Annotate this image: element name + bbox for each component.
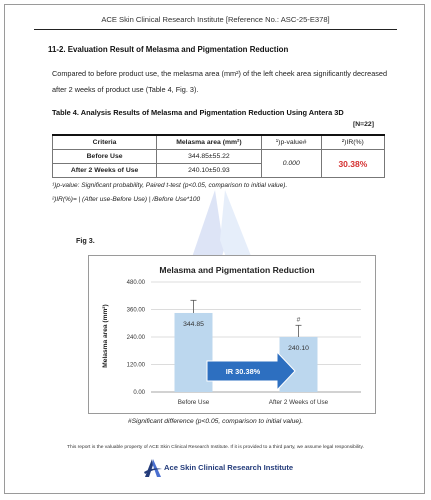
- y-axis-label: Melasma area (mm²): [102, 304, 109, 368]
- p-value-cell: 0.000: [261, 150, 321, 178]
- y-tick-label: 120.00: [126, 362, 145, 369]
- chart-title: Melasma and Pigmentation Reduction: [159, 265, 315, 275]
- figure-label: Fig 3.: [76, 236, 95, 245]
- significance-mark: #: [296, 316, 301, 324]
- header-ir: ²)IR(%): [321, 135, 384, 150]
- y-tick-label: 480.00: [126, 280, 145, 287]
- row-after-criteria: After 2 Weeks of Use: [53, 164, 157, 178]
- ir-arrow: [207, 352, 295, 390]
- ir-cell: 30.38%: [321, 150, 384, 178]
- report-header: ACE Skin Clinical Research Institute [Reference No.: ASC-25-E378]: [101, 15, 330, 24]
- institute-logo-icon: [144, 458, 162, 478]
- footer-note: This report is the valuable property of ACE Skin Clinical Research Institute. If it is provided to a third party, we assume legal responsibility.: [67, 445, 364, 450]
- y-tick-label: 240.00: [126, 335, 145, 342]
- header-p-value: ¹)p-value#: [261, 135, 321, 150]
- section-title: 11-2. Evaluation Result of Melasma and Pigmentation Reduction: [48, 45, 289, 54]
- x-tick-label: After 2 Weeks of Use: [268, 399, 329, 406]
- chart-frame: [88, 255, 376, 414]
- results-table: [52, 134, 385, 178]
- header-melasma-area: Melasma area (mm²): [157, 135, 262, 150]
- data-label: 240.10: [288, 344, 309, 352]
- sample-size-label: [N=22]: [353, 121, 374, 128]
- table-title: Table 4. Analysis Results of Melasma and Pigmentation Reduction Using Antera 3D: [52, 108, 344, 117]
- x-tick-label: Before Use: [177, 399, 210, 406]
- ir-annotation: IR 30.38%: [225, 367, 261, 376]
- p-value-note: ¹)p-value: Significant probability, Paired t-test (p<0.05, comparison to initial value).: [52, 182, 288, 189]
- row-before-criteria: Before Use: [53, 150, 157, 164]
- row-before-area: 344.85±55.22: [157, 150, 262, 164]
- ir-note: ²)IR(%)= | (After use-Before Use) | /Before Use*100: [52, 196, 201, 203]
- melasma-chart: [89, 256, 375, 413]
- footer-logo: [144, 456, 294, 482]
- header-criteria: Criteria: [53, 135, 157, 150]
- row-after-area: 240.10±50.93: [157, 164, 262, 178]
- y-tick-label: 0.00: [133, 390, 145, 397]
- y-tick-label: 360.00: [126, 307, 145, 314]
- institute-name: Ace Skin Clinical Research Institute: [164, 463, 294, 472]
- figure-caption: #Significant difference (p<0.05, comparison to initial value).: [127, 418, 304, 425]
- body-paragraph: Compared to before product use, the melasma area (mm²) of the left cheek area significantly decreased after 2 weeks of product use (Table 4, Fig. 3).: [52, 69, 388, 94]
- header-rule: [34, 29, 397, 30]
- data-label: 344.85: [183, 320, 204, 328]
